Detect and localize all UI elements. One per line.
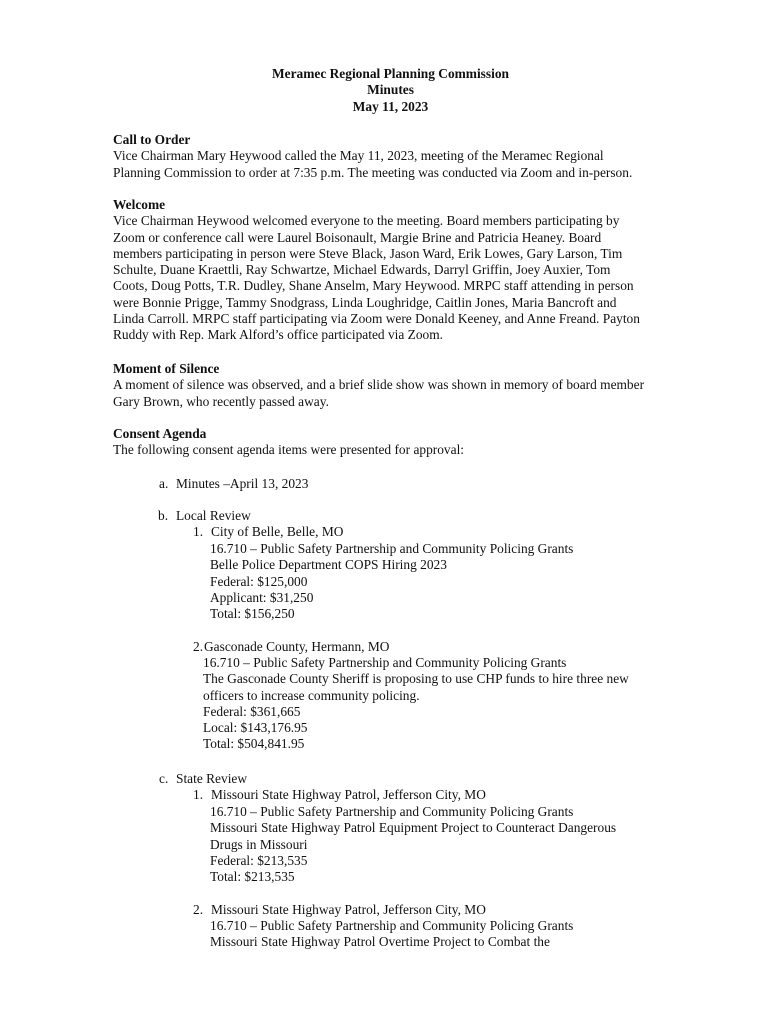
section-welcome [113, 197, 673, 344]
section-title: Welcome [113, 197, 166, 212]
detail-line: 16.710 – Public Safety Partnership and Community Policing Grants [210, 804, 574, 819]
list-marker: a. [159, 476, 169, 491]
detail-line: Federal: $361,665 [203, 703, 301, 719]
detail-line: Drugs in Missouri [210, 836, 308, 852]
detail-line: 16.710 – Public Safety Partnership and Community Policing Grants [203, 655, 567, 670]
paragraph-line: Linda Carroll. MRPC staff participating via Zoom were Donald Keeney, and Anne Freand. Payton [113, 311, 640, 327]
detail-line: Total: $213,535 [210, 869, 295, 885]
document-header [0, 66, 770, 115]
sublist-marker: 1. [193, 524, 204, 539]
sublist-item-title: Gasconade County, Hermann, MO [204, 639, 390, 654]
sublist-marker: 2. [193, 639, 204, 654]
paragraph-line: Vice Chairman Heywood welcomed everyone to the meeting. Board members participating by [113, 213, 620, 229]
meeting-date: May 11, 2023 [352, 98, 429, 114]
paragraph-line: Ruddy with Rep. Mark Alford’s office participated via Zoom. [113, 327, 443, 343]
section-title: Call to Order [113, 132, 191, 147]
detail-line: officers to increase community policing. [203, 687, 420, 703]
paragraph-line: Gary Brown, who recently passed away. [113, 393, 329, 409]
detail-line: 16.710 – Public Safety Partnership and Community Policing Grants [210, 541, 574, 556]
paragraph-line: Vice Chairman Mary Heywood called the May 11, 2023, meeting of the Meramec Regional [113, 148, 604, 164]
detail-line: Local: $143,176.95 [203, 720, 308, 736]
section-consent-agenda [113, 426, 673, 459]
paragraph-line: A moment of silence was observed, and a brief slide show was shown in memory of board member [113, 377, 645, 393]
paragraph-line: Coots, Doug Potts, T.R. Dudley, Shane Anselm, Mary Heywood. MRPC staff attending in person [113, 278, 634, 294]
section-title: Moment of Silence [113, 361, 220, 376]
sublist-marker: 2. [193, 902, 204, 917]
paragraph-line: Schulte, Duane Kraettli, Ray Schwartze, Michael Edwards, Darryl Griffin, Joey Auxier, Tom [113, 262, 611, 278]
sublist-item-details [210, 541, 573, 622]
doc-type: Minutes [367, 82, 414, 98]
list-marker: b. [158, 508, 169, 523]
detail-line: Applicant: $31,250 [210, 589, 314, 605]
paragraph-line: members participating in person were Steve Black, Jason Ward, Erik Lowes, Gary Larson, Tim [113, 245, 623, 261]
detail-line: 16.710 – Public Safety Partnership and Community Policing Grants [210, 918, 574, 933]
list-item-text: Minutes –April 13, 2023 [176, 476, 309, 491]
list-marker: c. [159, 771, 169, 786]
org-title: Meramec Regional Planning Commission [272, 66, 509, 81]
detail-line: Federal: $213,535 [210, 852, 308, 868]
list-item-text: Local Review [176, 508, 251, 523]
detail-line: The Gasconade County Sheriff is proposing to use CHP funds to hire three new [203, 671, 629, 687]
paragraph-line: Zoom or conference call were Laurel Boisonault, Margie Brine and Patricia Heaney. Board [113, 229, 602, 245]
detail-line: Total: $504,841.95 [203, 736, 305, 752]
detail-line: Belle Police Department COPS Hiring 2023 [210, 557, 447, 573]
detail-line: Missouri State Highway Patrol Equipment Project to Counteract Dangerous [210, 820, 617, 836]
sublist-marker: 1. [193, 787, 204, 802]
sublist-item-details [210, 804, 616, 885]
sublist-item-title: City of Belle, Belle, MO [211, 524, 344, 539]
section-title: Consent Agenda [113, 426, 207, 441]
sublist-item-title: Missouri State Highway Patrol, Jefferson City, MO [211, 902, 486, 917]
detail-line: Total: $156,250 [210, 606, 295, 622]
detail-line: Missouri State Highway Patrol Overtime Project to Combat the [210, 934, 550, 950]
section-call-to-order [113, 132, 673, 181]
sublist-item-details [210, 918, 573, 951]
sublist-item-details [203, 655, 629, 753]
detail-line: Federal: $125,000 [210, 573, 308, 589]
paragraph-line: The following consent agenda items were presented for approval: [113, 442, 465, 458]
paragraph-line: Planning Commission to order at 7:35 p.m. The meeting was conducted via Zoom and in-person. [113, 164, 633, 180]
sublist-item-title: Missouri State Highway Patrol, Jefferson City, MO [211, 787, 486, 802]
section-moment-of-silence [113, 361, 673, 410]
paragraph-line: were Bonnie Prigge, Tammy Snodgrass, Linda Loughridge, Caitlin Jones, Maria Bancroft and [113, 294, 617, 310]
list-item-text: State Review [176, 771, 248, 786]
